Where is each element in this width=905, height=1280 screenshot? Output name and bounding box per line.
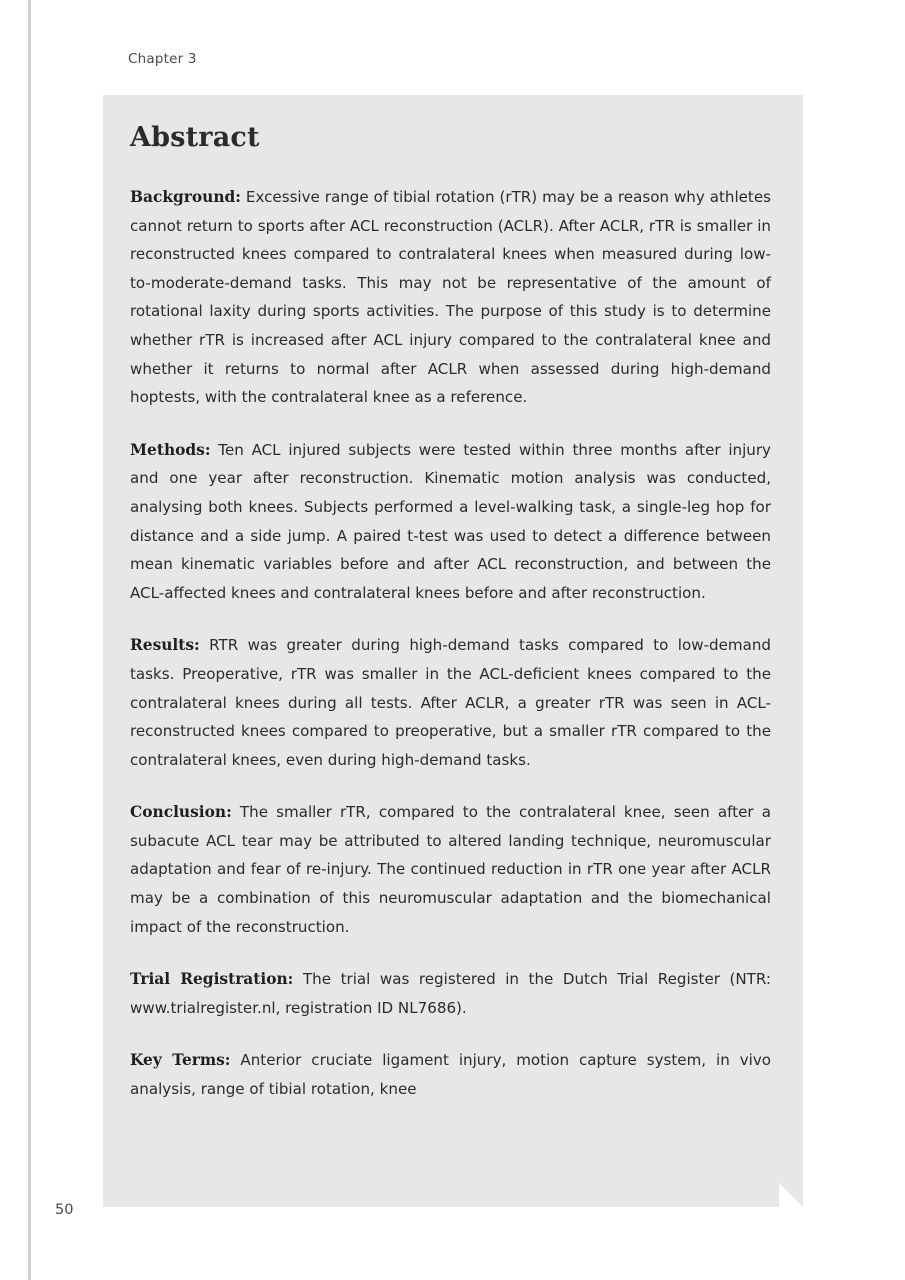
abstract-text-results: RTR was greater during high-demand tasks compared to low-demand tasks. Preoperative, rTR was smaller in the ACL-deficient knees compared to the contralateral knees during all tests. After ACLR, a greater rTR was seen in ACL-reconstructed knees compared to preoperative, but a smaller rTR compared to the contralateral knees, even during high-demand tasks.	[130, 636, 771, 769]
abstract-label-conclusion: Conclusion:	[130, 803, 232, 822]
panel-corner-fold-icon	[779, 1183, 803, 1207]
abstract-text-methods: Ten ACL injured subjects were tested within three months after injury and one year after reconstruction. Kinematic motion analysis was conducted, analysing both knees. Subjects performed a level-walking task, a single-leg hop for distance and a side jump. A paired t-test was used to detect a difference between mean kinematic variables before and after ACL reconstruction, and between the ACL-affected knees and contralateral knees before and after reconstruction.	[130, 440, 771, 602]
abstract-content	[130, 122, 771, 1104]
abstract-paragraph-results	[130, 631, 771, 774]
running-head: Chapter 3	[128, 51, 197, 67]
page-number: 50	[55, 1202, 74, 1218]
abstract-paragraph-background	[130, 183, 771, 412]
abstract-heading: Abstract	[130, 122, 260, 153]
abstract-paragraph-trial-registration	[130, 965, 771, 1022]
page-left-rule	[28, 0, 31, 1280]
abstract-label-methods: Methods:	[130, 440, 211, 459]
abstract-text-background: Excessive range of tibial rotation (rTR) may be a reason why athletes cannot return to sports after ACL reconstruction (ACLR). After ACLR, rTR is smaller in reconstructed knees compared to contralateral knees when measured during low-to-moderate-demand tasks. This may not be representative of the amount of rotational laxity during sports activities. The purpose of this study is to determine whether rTR is increased after ACL injury compared to the contralateral knee and whether it returns to normal after ACLR when assessed during high-demand hoptests, with the contralateral knee as a reference.	[130, 188, 771, 407]
abstract-paragraph-key-terms	[130, 1046, 771, 1103]
abstract-paragraph-methods	[130, 436, 771, 608]
abstract-text-key-terms: Anterior cruciate ligament injury, motion capture system, in vivo analysis, range of tibial rotation, knee	[130, 1051, 771, 1099]
abstract-label-results: Results:	[130, 636, 200, 655]
abstract-label-trial-registration: Trial Registration:	[130, 970, 294, 989]
abstract-text-conclusion: The smaller rTR, compared to the contralateral knee, seen after a subacute ACL tear may be attributed to altered landing technique, neuromuscular adaptation and fear of re-injury. The continued reduction in rTR one year after ACLR may be a combination of this neuromuscular adaptation and the biomechanical impact of the reconstruction.	[130, 803, 771, 936]
abstract-label-key-terms: Key Terms:	[130, 1051, 231, 1070]
abstract-text-trial-registration: The trial was registered in the Dutch Trial Register (NTR: www.trialregister.nl, registration ID NL7686).	[130, 970, 771, 1017]
abstract-label-background: Background:	[130, 188, 241, 206]
abstract-paragraph-conclusion	[130, 798, 771, 941]
